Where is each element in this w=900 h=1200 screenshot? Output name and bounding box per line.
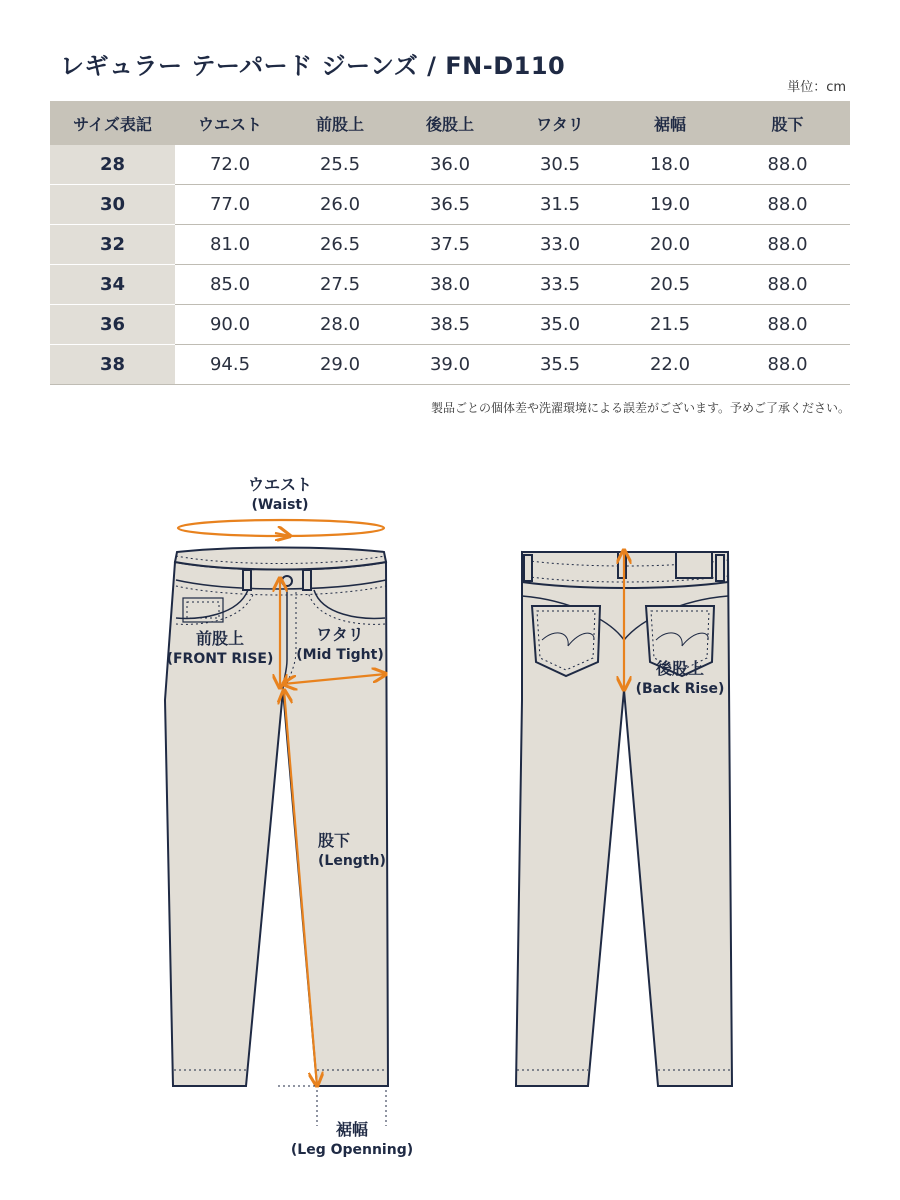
table-cell: 77.0 [175, 185, 285, 225]
col-header-size: サイズ表記 [50, 101, 175, 145]
table-cell: 18.0 [615, 145, 725, 185]
size-cell: 28 [50, 145, 175, 185]
waist-label: ウエスト (Waist) [247, 475, 312, 513]
length-label: 股下 (Length) [318, 831, 386, 869]
table-cell: 29.0 [285, 345, 395, 385]
table-cell: 85.0 [175, 265, 285, 305]
table-cell: 31.5 [505, 185, 615, 225]
table-cell: 38.0 [395, 265, 505, 305]
size-cell: 32 [50, 225, 175, 265]
table-cell: 26.0 [285, 185, 395, 225]
col-header-mid-tight: ワタリ [505, 101, 615, 145]
table-cell: 36.0 [395, 145, 505, 185]
size-cell: 36 [50, 305, 175, 345]
table-cell: 20.5 [615, 265, 725, 305]
table-cell: 88.0 [725, 185, 850, 225]
table-cell: 90.0 [175, 305, 285, 345]
disclaimer-note: 製品ごとの個体差や洗濯環境による誤差がございます。予めご了承ください。 [430, 401, 850, 415]
leg-opening-label: 裾幅 (Leg Openning) [290, 1120, 414, 1158]
table-cell: 28.0 [285, 305, 395, 345]
size-cell: 30 [50, 185, 175, 225]
table-cell: 30.5 [505, 145, 615, 185]
table-cell: 21.5 [615, 305, 725, 345]
table-cell: 27.5 [285, 265, 395, 305]
table-cell: 88.0 [725, 305, 850, 345]
table-cell: 22.0 [615, 345, 725, 385]
table-cell: 38.5 [395, 305, 505, 345]
unit-label: 単位：cm [787, 80, 846, 95]
page-title: レギュラー テーパード ジーンズ / FN-D110 [60, 52, 566, 80]
table-cell: 39.0 [395, 345, 505, 385]
table-cell: 35.5 [505, 345, 615, 385]
table-cell: 25.5 [285, 145, 395, 185]
table-cell: 33.5 [505, 265, 615, 305]
table-cell: 88.0 [725, 265, 850, 305]
table-cell: 37.5 [395, 225, 505, 265]
mid-tight-label: ワタリ (Mid Tight) [296, 625, 384, 663]
table-cell: 88.0 [725, 145, 850, 185]
front-rise-label: 前股上 (FRONT RISE) [166, 629, 274, 667]
col-header-length: 股下 [725, 101, 850, 145]
table-cell: 88.0 [725, 345, 850, 385]
table-cell: 33.0 [505, 225, 615, 265]
table-cell: 36.5 [395, 185, 505, 225]
col-header-front-rise: 前股上 [285, 101, 395, 145]
col-header-back-rise: 後股上 [395, 101, 505, 145]
table-cell: 35.0 [505, 305, 615, 345]
table-cell: 20.0 [615, 225, 725, 265]
table-cell: 94.5 [175, 345, 285, 385]
table-cell: 26.5 [285, 225, 395, 265]
col-header-leg-opening: 裾幅 [615, 101, 725, 145]
table-cell: 88.0 [725, 225, 850, 265]
back-rise-label: 後股上 (Back Rise) [635, 659, 725, 697]
size-cell: 34 [50, 265, 175, 305]
table-cell: 81.0 [175, 225, 285, 265]
col-header-waist: ウエスト [175, 101, 285, 145]
table-cell: 19.0 [615, 185, 725, 225]
table-cell: 72.0 [175, 145, 285, 185]
size-cell: 38 [50, 345, 175, 385]
